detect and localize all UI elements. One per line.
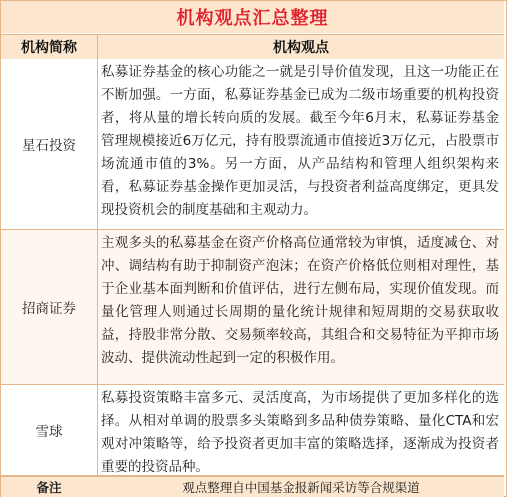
header-institution: 机构简称 (21, 40, 77, 56)
institution-view: 主观多头的私募基金在资产价格高位通常较为审慎，适度减仓、对冲、调结构有助于抑制资产泡沫；在资产价格低位则相对理性，基于企业基本面判断和价值评估，进行左侧布局，实现价值发现。而量化管理人则通过长周期的量化统计规律和短周期的交易获取收益，持股非常分散、交易频率较高，其组合和交易特征为平抑市场波动、提供流动性起到一定的积极作用。 (101, 235, 499, 366)
institution-name: 雪球 (35, 424, 63, 440)
institution-view: 私募证券基金的核心功能之一就是引导价值发现，且这一功能正在不断加强。一方面，私募证券基金已成为二级市场重要的机构投资者，将从量的增长转向质的发展。截至今年6月末，私募证券基金管理规模接近6万亿元，持有股票流通市值接近3万亿元，占股票市场流通市值的3%。另一方面，从产品结构和管理人组织架构来看，私募证券基金操作更加灵活，与投资者利益高度绑定，更具发现投资机会的制度基础和主观动力。 (101, 64, 499, 218)
institution-name: 招商证券 (22, 301, 76, 317)
title-bar (1, 1, 504, 33)
page-title: 机构观点汇总整理 (176, 8, 329, 29)
table-header (1, 34, 504, 60)
note-label: 备注 (36, 480, 62, 495)
column-divider (97, 34, 98, 475)
table-row (1, 59, 504, 230)
table-row (1, 230, 504, 385)
institution-view: 私募投资策略丰富多元、灵活度高，为市场提供了更加多样化的选择。从相对单调的股票多头策略到多品种债券策略、量化CTA和宏观对冲策略等，给予投资者更加丰富的策略选择，逐渐成为投资者重要的投资品种。 (101, 390, 499, 475)
note-text: 观点整理自中国基金报新闻采访等合规渠道 (182, 480, 420, 495)
header-viewpoint: 机构观点 (273, 40, 329, 56)
table-row (1, 385, 504, 476)
institution-name: 星石投资 (22, 138, 76, 154)
note-row (1, 476, 504, 497)
